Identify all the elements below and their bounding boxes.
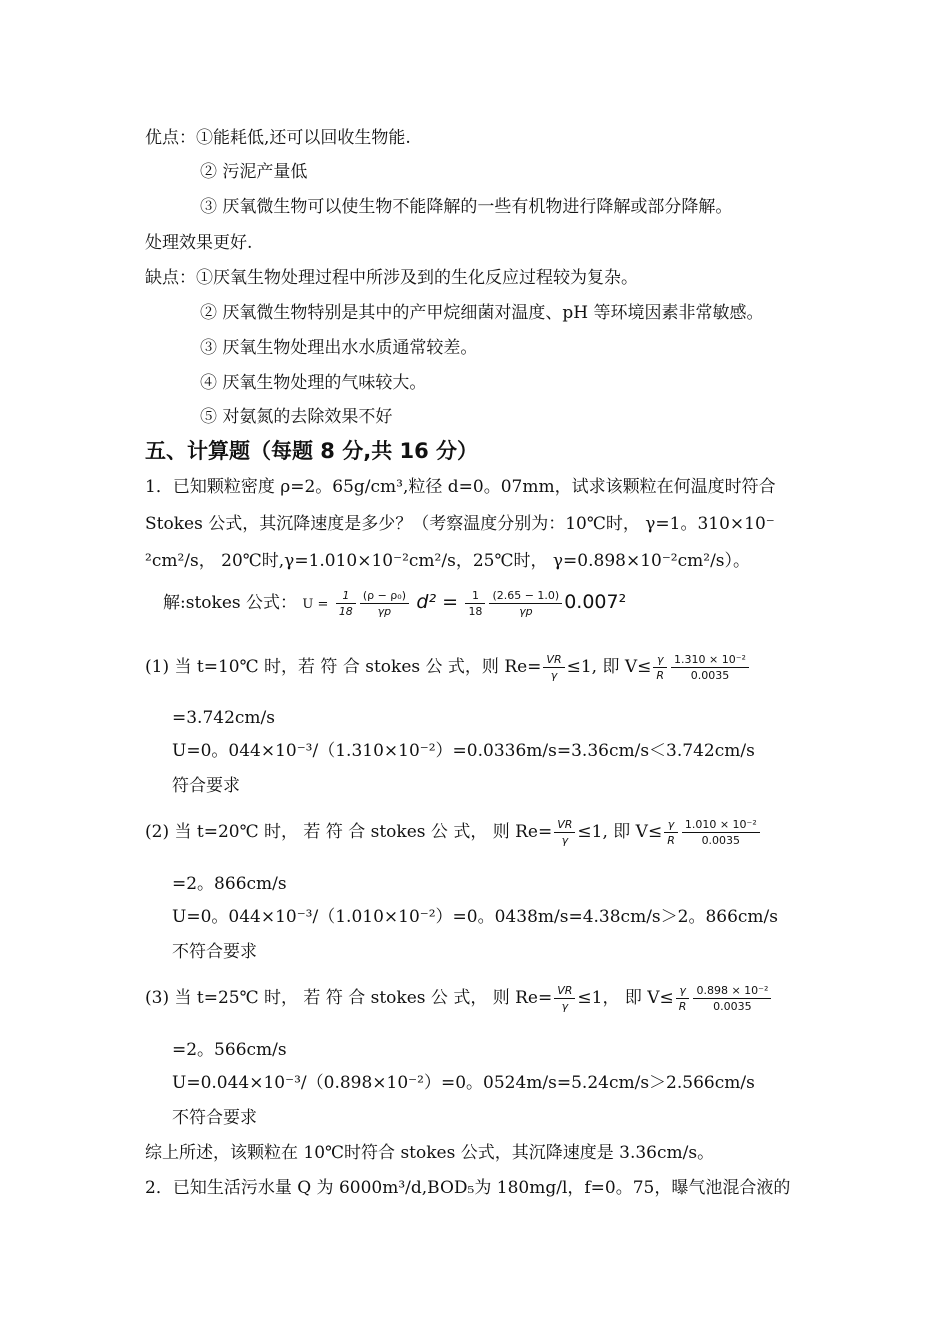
section-title: 五、计算题（每题 8 分,共 16 分） [145, 439, 479, 463]
formula-fraction-2: $\frac{\text{(ρ − ρ₀)}}{\gamma p}$ [360, 588, 409, 619]
case-1-condition: (1) 当 t=10℃ 时，若 符 合 stokes 公 式，则 Re= $\frac{VR}{\gamma}$ ≤1, 即 V≤ $\frac{\gamma}{R}$ $\frac{\text{1.310 × 10⁻²}}{0.0035}$ [145, 652, 751, 683]
advantage-item-2: ② 污泥产量低 [200, 162, 308, 182]
solution-label: 解:stokes 公式： [163, 593, 298, 613]
disadvantage-item-3: ③ 厌氧生物处理出水水质通常较差。 [200, 338, 478, 358]
advantages-label: 优点： [145, 128, 196, 148]
v-value-fraction: $\frac{\text{1.310 × 10⁻²}}{0.0035}$ [671, 652, 749, 683]
formula-fraction-1: $\frac{1}{18}$ [336, 588, 356, 619]
formula-fraction-4: $\frac{(2.65 - 1.0)}{\gamma p}$ [489, 588, 562, 619]
formula-u: U = [302, 597, 329, 612]
case-3-result: =2。566cm/s [172, 1040, 287, 1060]
re-fraction: $\frac{VR}{\gamma}$ [543, 652, 564, 683]
v-fraction: $\frac{\gamma}{R}$ [653, 652, 667, 683]
case-3-u-calc: U=0.044×10⁻³/（0.898×10⁻²）=0。0524m/s=5.24cm/s＞2.566cm/s [172, 1073, 755, 1093]
q1-line-3: ²cm²/s， 20℃时,γ=1.010×10⁻²cm²/s，25℃时， γ=0.898×10⁻²cm²/s）。 [145, 551, 751, 571]
case-1-u-calc: U=0。044×10⁻³/（1.310×10⁻²）=0.0336m/s=3.36cm/s＜3.742cm/s [172, 741, 755, 761]
formula-fraction-3: $\frac{1}{18}$ [465, 588, 485, 619]
case-1-verdict: 符合要求 [172, 776, 240, 796]
disadvantage-item-2: ② 厌氧微生物特别是其中的产甲烷细菌对温度、pH 等环境因素非常敏感。 [200, 303, 764, 323]
formula-tail: 0.007² [564, 591, 627, 613]
case-2-condition: (2) 当 t=20℃ 时， 若 符 合 stokes 公 式， 则 Re= $\frac{VR}{\gamma}$ ≤1, 即 V≤ $\frac{\gamma}{R}$ $\frac{\text{1.010 × 10⁻²}}{0.0035}$ [145, 817, 762, 848]
advantages-line-1 [145, 127, 411, 149]
disadvantage-item-5: ⑤ 对氨氮的去除效果不好 [200, 407, 393, 427]
case-1-result: =3.742cm/s [172, 708, 276, 728]
v-fraction: $\frac{\gamma}{R}$ [664, 817, 678, 848]
formula-d2: d² = [416, 591, 459, 613]
q1-line-1: 1．已知颗粒密度 ρ=2。65g/cm³,粒径 d=0。07mm，试求该颗粒在何温度时符合 [145, 477, 776, 497]
v-fraction: $\frac{\gamma}{R}$ [676, 983, 690, 1014]
case-3-condition: (3) 当 t=25℃ 时， 若 符 合 stokes 公 式， 则 Re= $\frac{VR}{\gamma}$ ≤1， 即 V≤ $\frac{\gamma}{R}$ $\frac{\text{0.898 × 10⁻²}}{0.0035}$ [145, 983, 773, 1014]
case-2-u-calc: U=0。044×10⁻³/（1.010×10⁻²）=0。0438m/s=4.38cm/s＞2。866cm/s [172, 907, 778, 927]
disadvantages-label: 缺点： [145, 268, 196, 288]
disadvantage-item-1: ①厌氧生物处理过程中所涉及到的生化反应过程较为复杂。 [196, 268, 638, 288]
case-2-verdict: 不符合要求 [172, 942, 257, 962]
conclusion: 综上所述，该颗粒在 10℃时符合 stokes 公式，其沉降速度是 3.36cm/s。 [145, 1143, 715, 1163]
advantage-item-1: ①能耗低,还可以回收生物能. [196, 128, 411, 148]
re-fraction: $\frac{VR}{\gamma}$ [554, 983, 575, 1014]
re-fraction: $\frac{VR}{\gamma}$ [554, 817, 575, 848]
disadvantage-item-4: ④ 厌氧生物处理的气味较大。 [200, 373, 427, 393]
advantage-item-3-continued: 处理效果更好. [145, 233, 253, 253]
v-value-fraction: $\frac{\text{1.010 × 10⁻²}}{0.0035}$ [682, 817, 760, 848]
q1-line-2: Stokes 公式，其沉降速度是多少？（考察温度分别为：10℃时， γ=1。310×10⁻ [145, 514, 775, 534]
v-value-fraction: $\frac{\text{0.898 × 10⁻²}}{0.0035}$ [693, 983, 771, 1014]
case-3-verdict: 不符合要求 [172, 1108, 257, 1128]
stokes-formula [163, 588, 626, 619]
q2-line-1: 2．已知生活污水量 Q 为 6000m³/d,BOD₅为 180mg/l，f=0。75，曝气池混合液的 [145, 1178, 791, 1198]
case-2-result: =2。866cm/s [172, 874, 287, 894]
disadvantages-line-1 [145, 267, 638, 289]
advantage-item-3: ③ 厌氧微生物可以使生物不能降解的一些有机物进行降解或部分降解。 [200, 197, 733, 217]
